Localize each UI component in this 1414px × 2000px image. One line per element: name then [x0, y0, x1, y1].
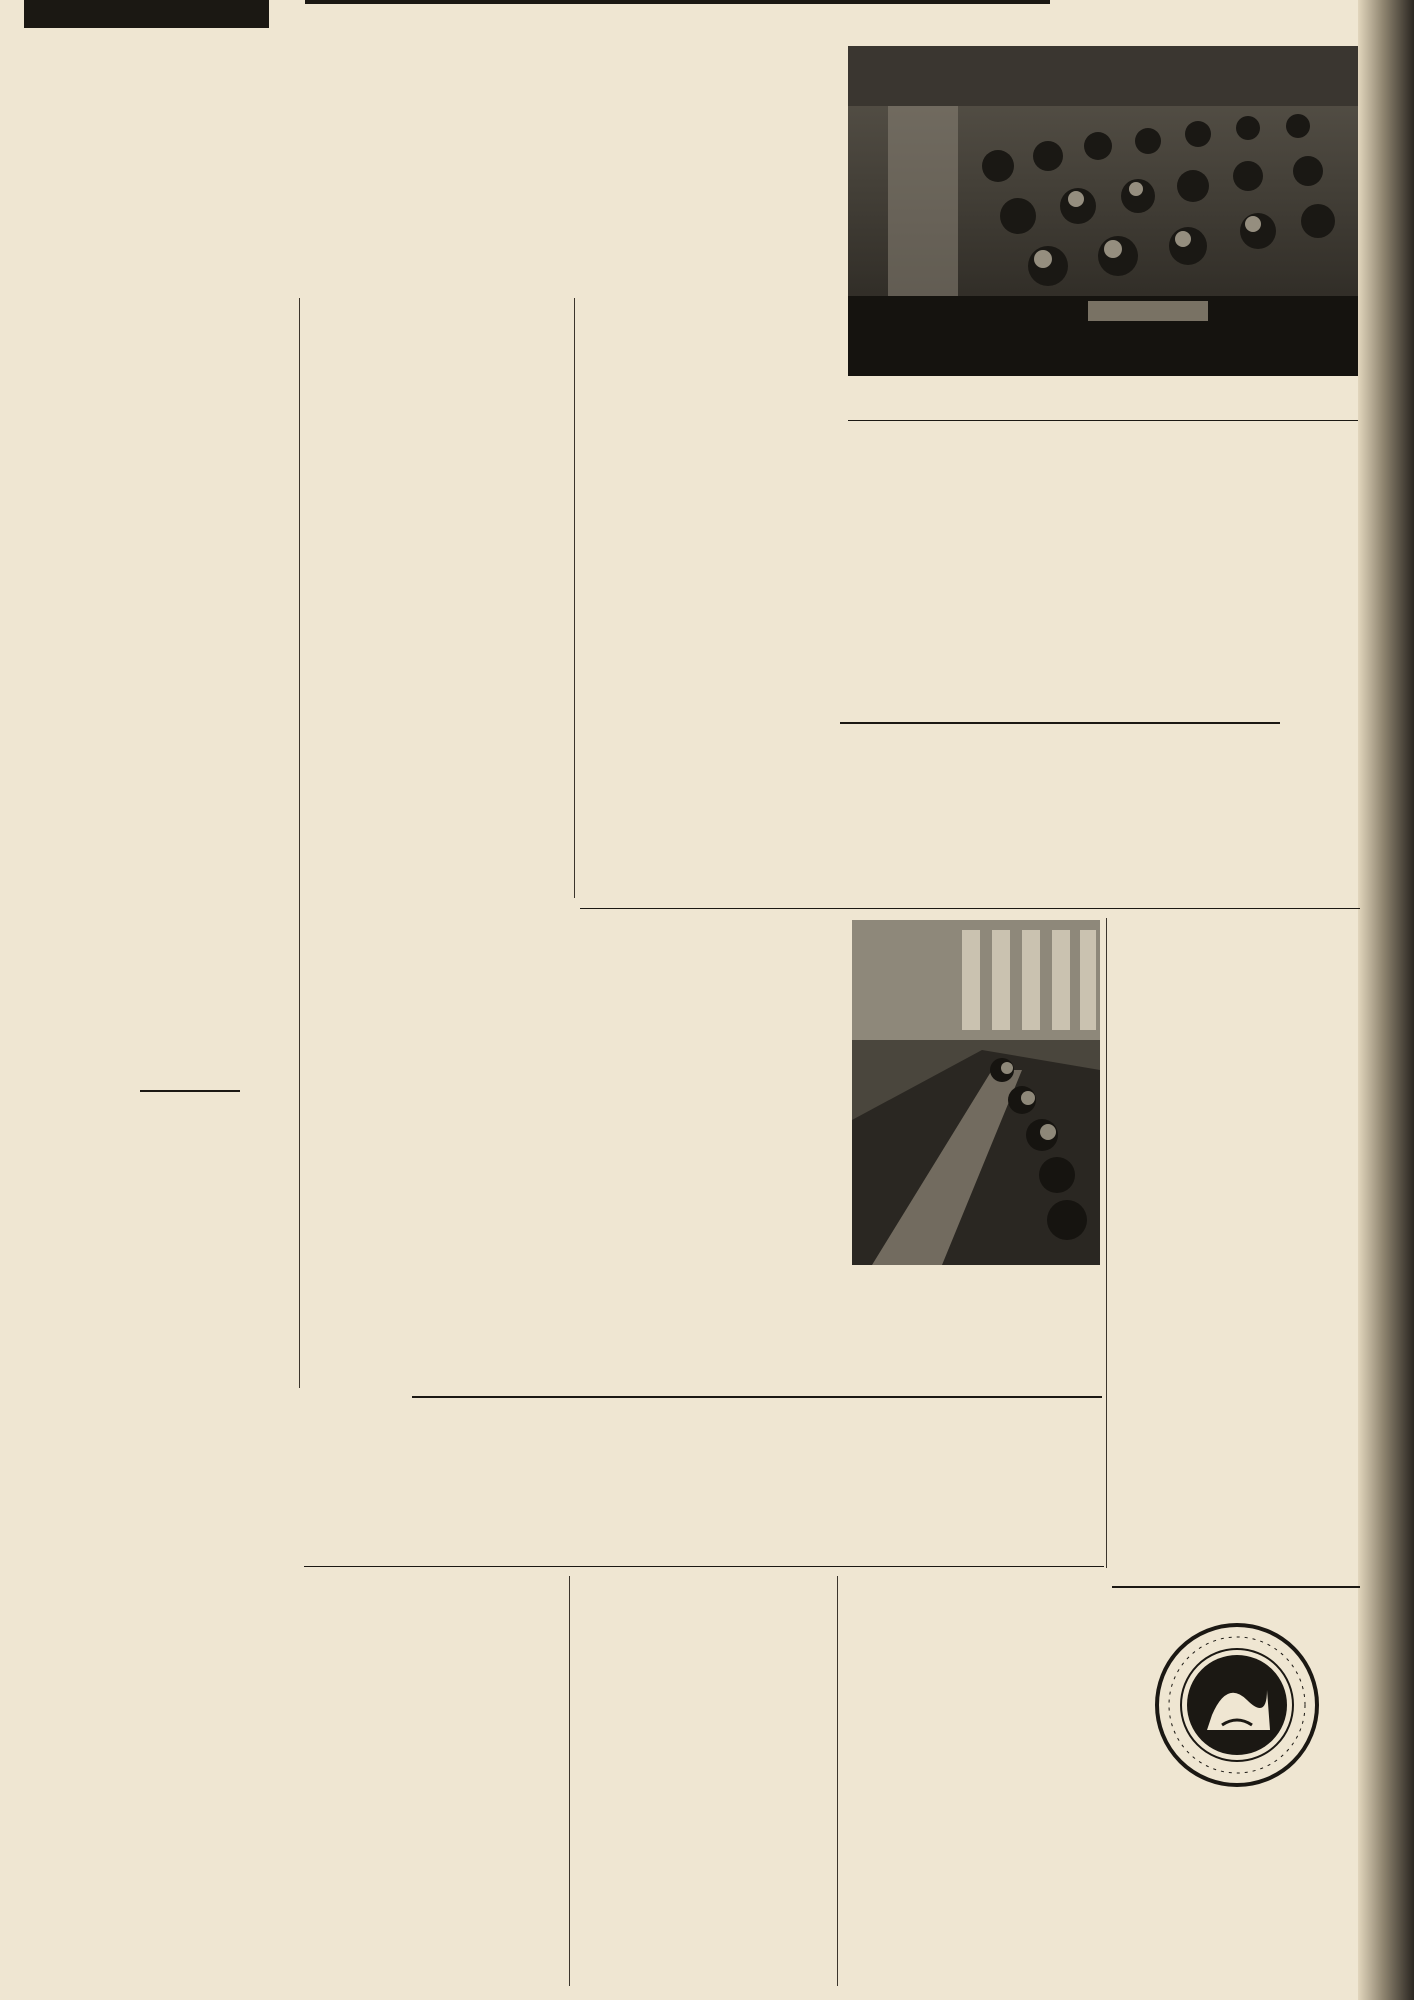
article3-column3: [1112, 918, 1362, 1558]
article3-column1: [580, 918, 845, 1388]
article4-column3: [842, 1576, 1100, 1956]
article2-body: [28, 1296, 293, 1976]
article1-column4: [840, 432, 1100, 712]
section-rule: [840, 722, 1280, 724]
article4-column2: [574, 1576, 832, 1986]
column-divider: [299, 298, 300, 1388]
caption-rule: [848, 420, 1358, 421]
masthead-label: [24, 0, 269, 28]
section-rule: [412, 1396, 1102, 1398]
section-rule: [1112, 1586, 1360, 1588]
article2-headline-wrap: [28, 1130, 293, 1200]
column-divider: [574, 298, 575, 898]
article4-column1: [304, 1576, 564, 1986]
article1-column3: [580, 298, 835, 743]
article1-headline-wrap: [28, 88, 828, 188]
section-rule: [580, 908, 1360, 909]
insurance-ad: [1112, 1610, 1362, 1990]
article1-column5: [1112, 432, 1362, 682]
article3-column2: [852, 1316, 1100, 1386]
article1-column2: [304, 298, 569, 1388]
dunav-seal: [1152, 1620, 1322, 1790]
article3-headline-wrap: [600, 770, 1360, 840]
page-edge-shadow: [1358, 0, 1414, 2000]
top-rule: [305, 0, 1050, 4]
section-rule: [304, 1566, 1104, 1567]
workshop-photo: [852, 920, 1100, 1265]
article1-column1: [28, 298, 293, 873]
column-divider: [569, 1576, 570, 1986]
conference-photo: [848, 46, 1358, 376]
column-divider: [837, 1576, 838, 1986]
article4-headline-wrap: [330, 1432, 1110, 1496]
section-rule: [140, 1090, 240, 1092]
issue-info: [1103, 10, 1363, 26]
